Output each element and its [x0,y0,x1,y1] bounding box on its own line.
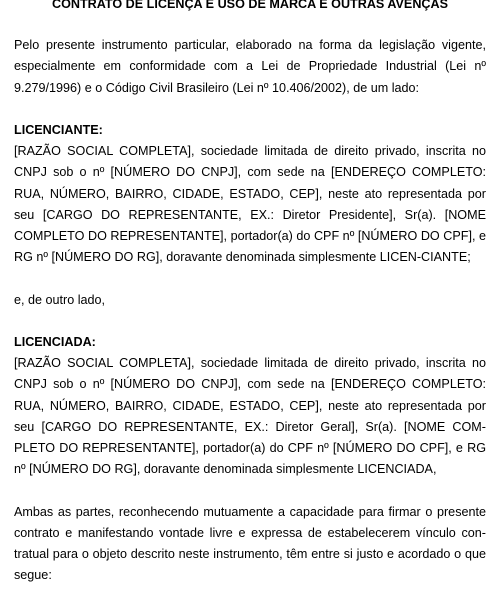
licenciante-heading: LICENCIANTE: [14,123,103,137]
licenciada-paragraph: [RAZÃO SOCIAL COMPLETA], sociedade limitada de direito privado, inscrita no CNPJ sob o nº [NÚMERO DO CNPJ], com sede na [ENDEREÇO COMPLETO: RUA, NÚMERO, BAIRRO, CIDADE, ESTADO, CEP], neste ato representada por seu [CARGO DO REPRESENTANTE, EX.: Diretor Geral], Sr(a). [NOME COM-PLETO DO REPRESENTANTE], portador(a) do CPF nº [NÚMERO DO CPF], e RG nº [NÚMERO DO RG], doravante denominada simplesmente LICENCIADA, [14,356,486,477]
licenciada-heading: LICENCIADA: [14,335,96,349]
licenciante-paragraph: [RAZÃO SOCIAL COMPLETA], sociedade limitada de direito privado, inscrita no CNPJ sob o nº [NÚMERO DO CNPJ], com sede na [ENDEREÇO COMPLETO: RUA, NÚMERO, BAIRRO, CIDADE, ESTADO, CEP], neste ato representada por seu [CARGO DO REPRESENTANTE, EX.: Diretor Presidente], Sr(a). [NOME COMPLETO DO REPRESENTANTE], portador(a) do CPF nº [NÚMERO DO CPF], e RG nº [NÚMERO DO RG], doravante denominada simplesmente LICEN-CIANTE; [14,144,486,265]
separator-line: e, de outro lado, [14,292,106,307]
contract-document [14,0,486,586]
intro-paragraph: Pelo presente instrumento particular, elaborado na forma da legislação vigente, especialmente em conformidade com a Lei de Propriedade Industrial (Lei nº 9.279/1996) e o Código Civil Brasileiro (Lei nº 10.406/2002), de um lado: [14,38,486,95]
document-title: CONTRATO DE LICENÇA E USO DE MARCA E OUTRAS AVENÇAS [51,0,449,11]
closing-paragraph: Ambas as partes, reconhecendo mutuamente a capacidade para firmar o presente contrato e manifestando vontade livre e expressa de estabelecerem vínculo con-tratual para o objeto descrito neste instrumento, têm entre si justo e acordado o que segue: [14,504,486,583]
